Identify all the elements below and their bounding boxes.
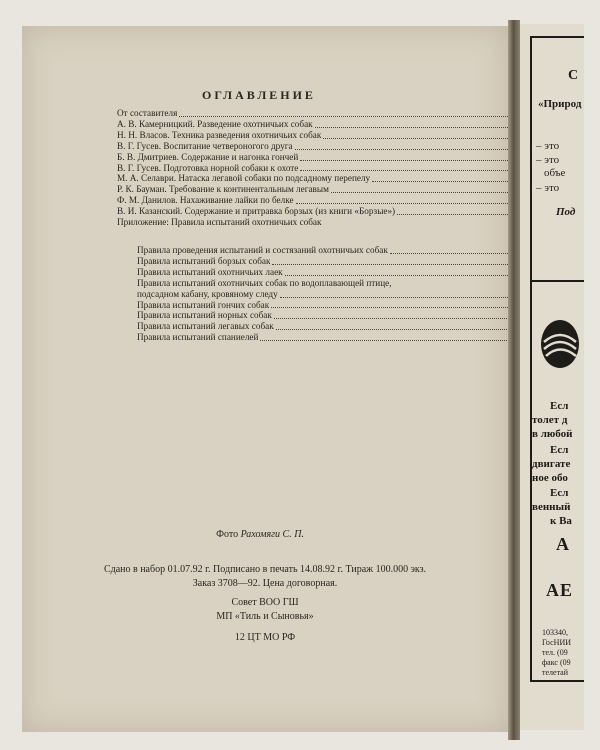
company-logo-icon xyxy=(538,312,580,372)
toc-leader-dots xyxy=(295,149,514,150)
left-page xyxy=(22,26,508,732)
publisher-line-2: МП «Тиль и Сыновья» xyxy=(216,611,314,622)
toc-entry-title: Правила испытаний спаниелей xyxy=(137,332,259,343)
toc-row xyxy=(137,289,525,300)
toc-entry-title: М. А. Селаври. Натаска легавой собаки по подсадному перепелу xyxy=(117,173,371,184)
toc-row xyxy=(117,184,525,195)
rp-eto3: – это xyxy=(536,182,560,194)
rp-obyem: объе xyxy=(544,167,566,179)
ad-divider xyxy=(530,280,584,282)
toc-entry-title: Н. Н. Власов. Техника разведения охотничьих собак xyxy=(117,129,322,140)
rp-k-va: к Ва xyxy=(550,515,572,527)
toc-entry-title: Правила испытаний охотничьих лаек xyxy=(137,266,283,277)
toc-row xyxy=(117,206,525,217)
rp-addr3: тел. (09 xyxy=(542,648,568,657)
toc-leader-dots xyxy=(272,264,513,265)
printer-line: 12 ЦТ МО РФ xyxy=(234,632,296,643)
toc-entry-title: Правила испытаний норных собак xyxy=(137,310,272,321)
publisher-line-1: Совет ВОО ГШ xyxy=(231,597,299,608)
toc-leader-dots xyxy=(372,181,514,182)
toc-leader-dots xyxy=(300,160,514,161)
toc-leader-dots xyxy=(274,318,509,319)
rp-v-lyuboy: в любой xyxy=(532,428,573,440)
toc-row xyxy=(117,108,525,119)
toc-row xyxy=(117,152,525,163)
rp-addr5: телетай xyxy=(542,668,569,677)
right-page xyxy=(520,24,584,730)
toc-row xyxy=(117,130,525,141)
imprint-line-1: Сдано в набор 01.07.92 г. Подписано в печать 14.08.92 г. Тираж 100.000 экз. xyxy=(103,564,427,575)
toc-leader-dots xyxy=(285,275,514,276)
imprint-line-2: Заказ 3708—92. Цена договорная. xyxy=(192,578,338,589)
appendix-list xyxy=(137,245,525,343)
rp-esli3: Есл xyxy=(550,487,569,499)
toc-entry-title: Р. К. Бауман. Требование к континентальным легавым xyxy=(117,184,329,195)
appendix-title: Приложение: Правила испытаний охотничьих собак xyxy=(117,217,322,228)
toc-entry-title: Правила испытаний гончих собак xyxy=(137,299,270,310)
toc-entry-title: В. Г. Гусев. Воспитание четвероногого друга xyxy=(117,140,293,151)
toc-entry-title: Б. В. Дмитриев. Содержание и нагонка гончей xyxy=(117,151,299,162)
rp-addr2: ГосНИИ xyxy=(542,638,572,647)
toc-entry-title: В. И. Казанский. Содержание и притравка борзых (из книги «Борзые») xyxy=(117,206,396,217)
toc-row xyxy=(137,310,525,321)
book-gutter xyxy=(508,20,520,740)
toc-row xyxy=(137,300,525,311)
rp-eto2: – это xyxy=(536,154,560,166)
rp-dvigate: двигате xyxy=(532,458,571,470)
toc-entry-title: Правила испытаний борзых собак xyxy=(137,255,271,266)
toc-entry-title: В. Г. Гусев. Подготовка норной собаки к охоте xyxy=(117,162,299,173)
rp-c: С xyxy=(568,68,579,83)
toc-entry-title: От составителя xyxy=(117,108,178,118)
photo-label: Фото xyxy=(216,529,239,540)
toc-leader-dots xyxy=(315,127,519,128)
rp-priroda: «Природ xyxy=(538,98,582,110)
rp-tolet: толет д xyxy=(532,414,568,426)
toc-row xyxy=(117,119,525,130)
toc-row xyxy=(137,267,525,278)
rp-eto1: – это xyxy=(536,140,560,152)
toc-leader-dots xyxy=(390,253,514,254)
toc-entry-title: Ф. М. Данилов. Нахаживание лайки по белке xyxy=(117,195,294,206)
toc-row xyxy=(117,195,525,206)
rp-addr4: факс (09 xyxy=(542,658,571,667)
toc-leader-dots xyxy=(296,203,514,204)
toc-leader-dots xyxy=(276,329,510,330)
toc-row xyxy=(137,321,525,332)
toc-row xyxy=(137,245,525,256)
toc-row xyxy=(137,332,525,343)
table-of-contents xyxy=(117,108,525,228)
toc-row xyxy=(117,173,525,184)
toc-entry-title: Правила испытаний охотничьих собак по водоплавающей птице, xyxy=(137,277,392,288)
photo-credit xyxy=(17,529,503,540)
rp-a1: А xyxy=(556,534,570,554)
photo-author: Рахомяги С. П. xyxy=(240,529,304,540)
toc-row xyxy=(117,141,525,152)
toc-leader-dots xyxy=(300,170,513,171)
toc-leader-dots xyxy=(331,192,514,193)
toc-row xyxy=(117,163,525,174)
page-title: ОГЛАВЛЕНИЕ xyxy=(202,88,316,102)
rp-addr1: 103340, xyxy=(542,628,568,637)
rp-esli2: Есл xyxy=(550,444,569,456)
toc-row xyxy=(137,256,525,267)
toc-leader-dots xyxy=(397,214,514,215)
toc-entry-title: Правила проведения испытаний и состязаний охотничьих собак xyxy=(137,245,388,255)
toc-leader-dots xyxy=(271,307,514,308)
rp-a2: АЕ xyxy=(546,580,574,600)
rp-venny: венный xyxy=(532,501,571,513)
toc-leader-dots xyxy=(280,297,514,298)
toc-leader-dots xyxy=(323,138,518,139)
toc-entry-title: подсадном кабану, кровяному следу xyxy=(137,288,278,299)
rp-noe-obo: ное обо xyxy=(532,472,568,484)
toc-entry-title: Правила испытаний легавых собак xyxy=(137,321,274,332)
rp-pod: Под xyxy=(556,206,576,218)
toc-leader-dots xyxy=(179,116,518,117)
rp-esli1: Есл xyxy=(550,400,569,412)
toc-leader-dots xyxy=(260,340,509,341)
toc-entry-title: А. В. Камерницкий. Разведение охотничьих собак xyxy=(117,118,313,129)
